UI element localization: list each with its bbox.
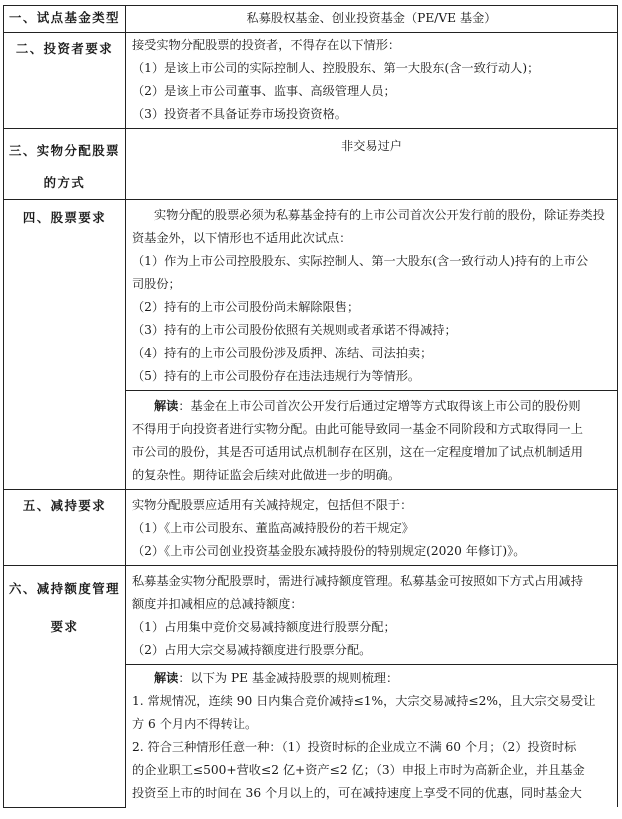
table-row-reduction-requirements xyxy=(4,490,618,566)
table-row-distribution-method xyxy=(4,129,618,200)
body-line: （1）《上市公司股东、董监高减持股份的若干规定》 xyxy=(132,521,414,535)
row-content xyxy=(126,33,618,129)
row-header-text: 的方式 xyxy=(43,175,86,190)
note-line: 2. 符合三种情形任意一种：（1）投资时标的企业成立不满 60 个月；（2）投资时标 xyxy=(132,740,577,754)
table-row-quota-management xyxy=(4,566,618,665)
row-header xyxy=(4,33,126,129)
row-header-text: 一、试点基金类型 xyxy=(8,10,121,25)
row-header xyxy=(4,129,126,200)
note-label: 解读 xyxy=(153,399,179,413)
note-line: 的企业职工≤500+营收≤2 亿+资产≤2 亿；（3）申报上市时为高新企业，并且基金 xyxy=(132,763,585,777)
note-line: 解读：基金在上市公司首次公开发行后通过定增等方式取得该上市公司的股份则 xyxy=(153,399,581,413)
body-line: （1）是该上市公司的实际控制人、控股股东、第一大股东(含一致行动人)； xyxy=(132,61,540,75)
row-header xyxy=(4,566,126,808)
row-header-text: 五、减持要求 xyxy=(22,498,107,513)
body-line: （3）持有的上市公司股份依照有关规则或者承诺不得减持； xyxy=(132,323,457,337)
row-content xyxy=(126,490,618,566)
row-header xyxy=(4,490,126,566)
row-content xyxy=(126,200,618,391)
body-line: （2）持有的上市公司股份尚未解除限售； xyxy=(132,300,360,314)
row-header-text: 要求 xyxy=(50,619,79,634)
body-line: （2）是该上市公司董事、监事、高级管理人员； xyxy=(132,84,396,98)
row-header-text: 三、实物分配股票 xyxy=(8,143,121,158)
body-line: （1）占用集中竞价交易减持额度进行股票分配； xyxy=(132,620,396,634)
body-line: （1）作为上市公司控股股东、实际控制人、第一大股东(含一致行动人)持有的上市公 xyxy=(132,254,589,268)
body-line: （5）持有的上市公司股份存在违法违规行为等情形。 xyxy=(132,369,421,383)
body-line: （2）占用大宗交易减持额度进行股票分配。 xyxy=(132,643,372,657)
body-line: 接受实物分配股票的投资者，不得存在以下情形： xyxy=(132,38,401,52)
note-line: 投资至上市的时间在 36 个月以上的，可在减持速度上享受不同的优惠，同时基金大 xyxy=(132,786,582,800)
row-content xyxy=(126,129,618,200)
body-line: （3）投资者不具备证券市场投资资格。 xyxy=(132,107,347,121)
body-line: 额度并扣减相应的总减持额度： xyxy=(132,597,303,611)
note-content xyxy=(126,665,618,808)
note-line: 解读：以下为 PE 基金减持股票的规则梳理： xyxy=(153,671,399,685)
row-header-text: 六、减持额度管理 xyxy=(8,581,121,596)
row-content xyxy=(126,566,618,665)
row-header xyxy=(4,6,126,33)
note-line: 市公司的股份，其是否可适用试点机制存在区别，这在一定程度增加了试点机制适用 xyxy=(132,445,583,459)
note-label: 解读 xyxy=(153,671,179,685)
body-line: 资基金外，以下情形也不适用此次试点： xyxy=(132,231,352,245)
table-row-stock-requirements xyxy=(4,200,618,391)
row-header-text: 二、投资者要求 xyxy=(15,41,114,56)
body-line: 私募基金实物分配股票时，需进行减持额度管理。私募基金可按照如下方式占用减持 xyxy=(132,574,583,588)
row-header xyxy=(4,200,126,490)
policy-table xyxy=(3,5,618,808)
body-line: 司股份； xyxy=(132,277,181,291)
note-line: 1. 常规情况，连续 90 日内集合竞价减持≤1%，大宗交易减持≤2%，且大宗交易受让 xyxy=(132,694,596,708)
body-line: 实物分配股票应适用有关减持规定，包括但不限于： xyxy=(132,498,413,512)
distribution-method-text: 非交易过户 xyxy=(341,139,402,153)
table-row-fund-type xyxy=(4,6,618,33)
note-line: 不得用于向投资者进行实物分配。由此可能导致同一基金不同阶段和方式取得同一上 xyxy=(132,422,583,436)
body-line: （2）《上市公司创业投资基金股东减持股份的特别规定(2020 年修订)》。 xyxy=(132,544,526,558)
note-line: 的复杂性。期待证监会后续对此做进一步的明确。 xyxy=(132,468,401,482)
note-line: 方 6 个月内不得转让。 xyxy=(132,717,258,731)
body-line: 实物分配的股票必须为私募基金持有的上市公司首次公开发行前的股份，除证券类投 xyxy=(153,208,605,222)
table-row-investor-requirements xyxy=(4,33,618,129)
row-content xyxy=(126,6,618,33)
body-line: （4）持有的上市公司股份涉及质押、冻结、司法拍卖； xyxy=(132,346,433,360)
fund-type-text: 私募股权基金、创业投资基金（PE/VE 基金） xyxy=(246,11,497,25)
note-content xyxy=(126,391,618,490)
row-header-text: 四、股票要求 xyxy=(22,210,107,225)
